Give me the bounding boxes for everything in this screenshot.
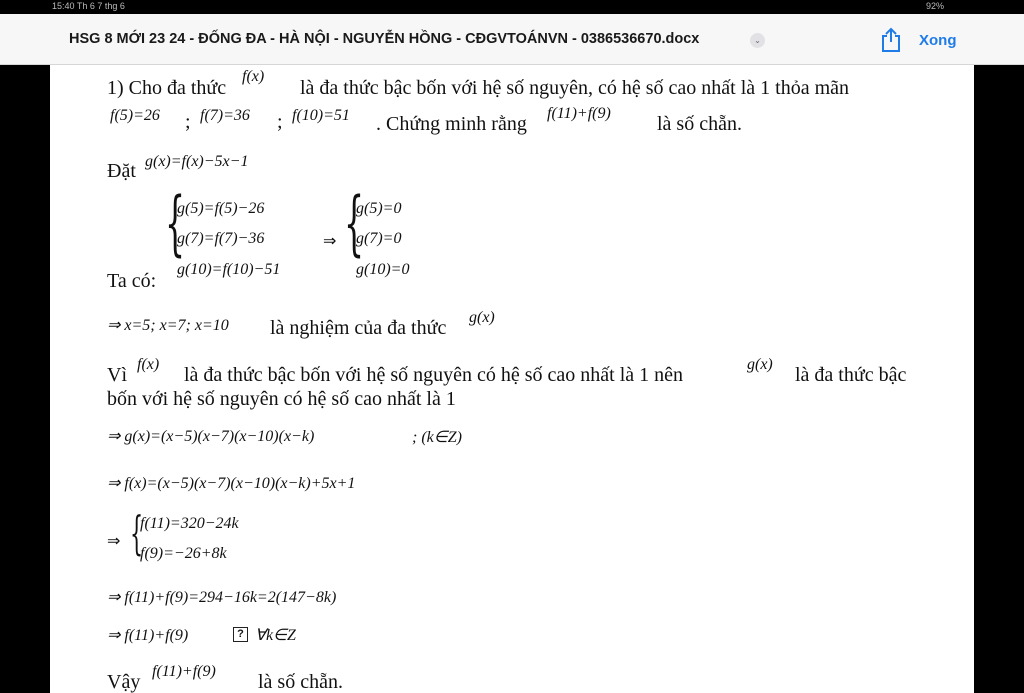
- left-brace: {: [344, 182, 365, 264]
- system3-line2: f(9)=−26+8k: [140, 545, 227, 562]
- because-label: Vì: [107, 364, 127, 386]
- chevron-down-icon[interactable]: ⌄: [750, 33, 765, 48]
- we-have-label: Ta có:: [107, 270, 157, 292]
- math-fx: f(x): [242, 68, 265, 85]
- left-brace: {: [165, 182, 186, 264]
- document-header: [0, 14, 1024, 65]
- for-all-k: ∀k∈Z: [255, 627, 296, 644]
- roots-text: là nghiệm của đa thức: [270, 317, 447, 339]
- prove-expression: f(11)+f(9): [547, 105, 611, 122]
- roots-polynomial: g(x): [469, 309, 495, 326]
- separator: ;: [277, 111, 283, 133]
- system1-line2: g(7)=f(7)−36: [177, 230, 265, 247]
- prove-text: . Chứng minh rằng: [376, 113, 527, 135]
- document-page: [50, 65, 974, 693]
- system3-line1: f(11)=320−24k: [140, 515, 239, 532]
- equation-g: ⇒ g(x)=(x−5)(x−7)(x−10)(x−k): [107, 428, 315, 445]
- condition-3: f(10)=51: [292, 107, 350, 124]
- prove-end: là số chẵn.: [657, 113, 742, 135]
- separator: ;: [185, 111, 191, 133]
- implies-arrow: ⇒: [323, 233, 337, 250]
- equation-divisible: ⇒ f(11)+f(9): [107, 627, 189, 644]
- system1-line3: g(10)=f(10)−51: [177, 261, 281, 278]
- status-bar: [0, 0, 1024, 14]
- condition-2: f(7)=36: [200, 107, 250, 124]
- math-fx: f(x): [137, 356, 160, 373]
- status-time: 15:40 Th 6 7 thg 6: [52, 1, 125, 11]
- problem-text: là đa thức bậc bốn với hệ số nguyên, có hệ số cao nhất là 1 thỏa mãn: [300, 77, 850, 99]
- because-end: là đa thức bậc: [795, 364, 907, 386]
- problem-intro: 1) Cho đa thức: [107, 77, 227, 99]
- system2-line3: g(10)=0: [356, 261, 410, 278]
- conclusion-expression: f(11)+f(9): [152, 663, 216, 680]
- let-label: Đặt: [107, 160, 136, 182]
- roots-expression: ⇒ x=5; x=7; x=10: [107, 317, 229, 334]
- equation-g-condition: ; (k∈Z): [412, 429, 462, 446]
- math-gx: g(x): [747, 356, 773, 373]
- share-icon[interactable]: [880, 27, 902, 53]
- because-line2: bốn với hệ số nguyên có hệ số cao nhất là 1: [107, 388, 456, 410]
- conclusion-label: Vậy: [107, 671, 141, 693]
- conclusion-end: là số chẵn.: [258, 671, 343, 693]
- let-expression: g(x)=f(x)−5x−1: [145, 153, 249, 170]
- system2-line2: g(7)=0: [356, 230, 402, 247]
- system1-line1: g(5)=f(5)−26: [177, 200, 265, 217]
- missing-symbol-box: ?: [233, 625, 248, 643]
- equation-f: ⇒ f(x)=(x−5)(x−7)(x−10)(x−k)+5x+1: [107, 475, 356, 492]
- done-button[interactable]: Xong: [919, 32, 957, 49]
- because-text: là đa thức bậc bốn với hệ số nguyên có hệ số cao nhất là 1 nên: [184, 364, 684, 386]
- condition-1: f(5)=26: [110, 107, 160, 124]
- equation-sum: ⇒ f(11)+f(9)=294−16k=2(147−8k): [107, 589, 337, 606]
- implies-arrow: ⇒: [107, 533, 121, 550]
- system2-line1: g(5)=0: [356, 200, 402, 217]
- document-title[interactable]: HSG 8 MỚI 23 24 - ĐỐNG ĐA - HÀ NỘI - NGUYỄN HỒNG - CĐGVTOÁNVN - 0386536670.docx: [69, 31, 700, 47]
- battery-status: 92%: [925, 1, 944, 11]
- left-brace: {: [130, 506, 144, 560]
